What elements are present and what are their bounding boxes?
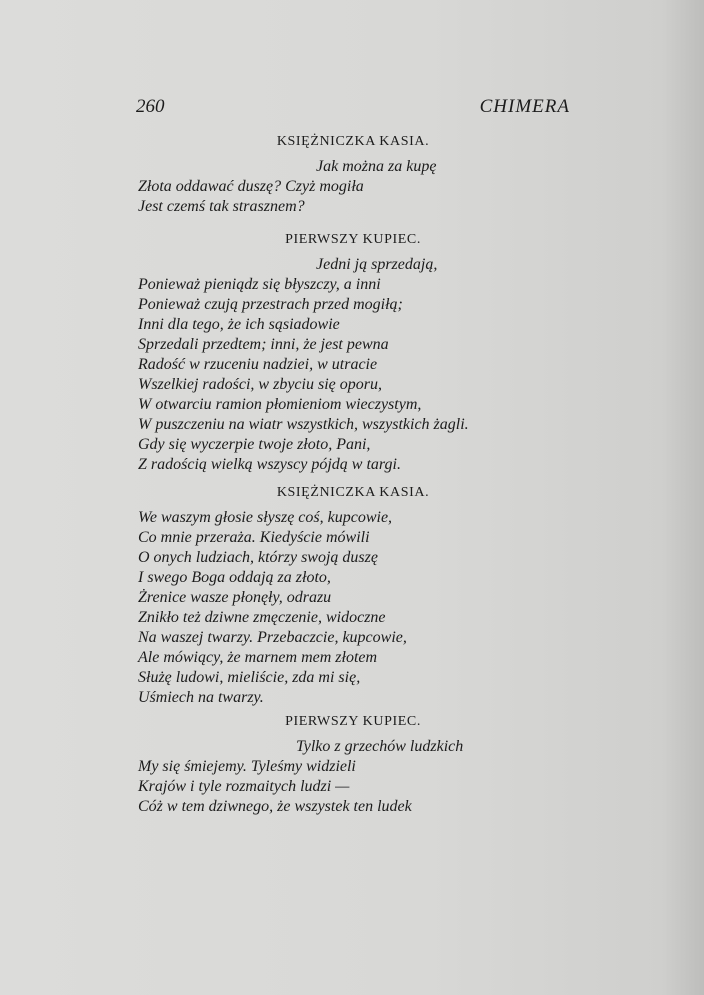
verse-line: Co mnie przeraża. Kiedyście mówili	[138, 529, 370, 546]
verse-line: Inni dla tego, że ich sąsiadowie	[138, 316, 340, 333]
verse-line: Jest czemś tak strasznem?	[138, 198, 305, 215]
journal-title: CHIMERA	[479, 96, 570, 117]
verse-line: Krajów i tyle rozmaitych ludzi —	[138, 778, 350, 795]
verse-line: Cóż w tem dziwnego, że wszystek ten ludek	[138, 798, 412, 815]
verse-line: Ponieważ pieniądz się błyszczy, a inni	[138, 276, 381, 293]
verse-line: Służę ludowi, mieliście, zda mi się,	[138, 669, 361, 686]
verse-line: Znikło też dziwne zmęczenie, widoczne	[138, 609, 386, 626]
verse-line: Wszelkiej radości, w zbyciu się oporu,	[138, 376, 382, 393]
verse-line: W otwarciu ramion płomieniom wieczystym,	[138, 396, 422, 413]
verse-line: I swego Boga oddają za złoto,	[138, 569, 331, 586]
verse-line: W puszczeniu na wiatr wszystkich, wszystkich żagli.	[138, 416, 469, 433]
verse-line: Złota oddawać duszę? Czyż mogiła	[138, 178, 364, 195]
speaker-name: KSIĘŻNICZKA KASIA.	[276, 134, 430, 149]
verse-line: Z radością wielką wszyscy pójdą w targi.	[138, 456, 401, 473]
speaker-name: PIERWSZY KUPIEC.	[285, 714, 421, 729]
verse-line: Na waszej twarzy. Przebaczcie, kupcowie,	[138, 629, 407, 646]
verse-line: We waszym głosie słyszę coś, kupcowie,	[138, 509, 393, 526]
verse-line: Ale mówiący, że marnem mem złotem	[138, 649, 378, 666]
verse-line: Sprzedali przedtem; inni, że jest pewna	[138, 336, 389, 353]
verse-line: Gdy się wyczerpie twoje złoto, Pani,	[138, 436, 371, 453]
page-number: 260	[136, 96, 165, 117]
verse-line: O onych ludziach, którzy swoją duszę	[138, 549, 378, 566]
verse-line: Uśmiech na twarzy.	[138, 689, 264, 706]
speaker-name: KSIĘŻNICZKA KASIA.	[276, 485, 430, 500]
verse-line: Radość w rzuceniu nadziei, w utracie	[138, 356, 378, 373]
verse-line: My się śmiejemy. Tyleśmy widzieli	[138, 758, 356, 775]
verse-line: Tylko z grzechów ludzkich	[296, 738, 464, 755]
verse-line: Jedni ją sprzedają,	[316, 256, 438, 273]
running-head	[136, 96, 570, 120]
speaker-name: PIERWSZY KUPIEC.	[285, 232, 421, 247]
verse-line: Ponieważ czują przestrach przed mogiłą;	[138, 296, 403, 313]
verse-line: Jak można za kupę	[316, 158, 437, 175]
verse-line: Żrenice wasze płonęły, odrazu	[138, 589, 332, 606]
